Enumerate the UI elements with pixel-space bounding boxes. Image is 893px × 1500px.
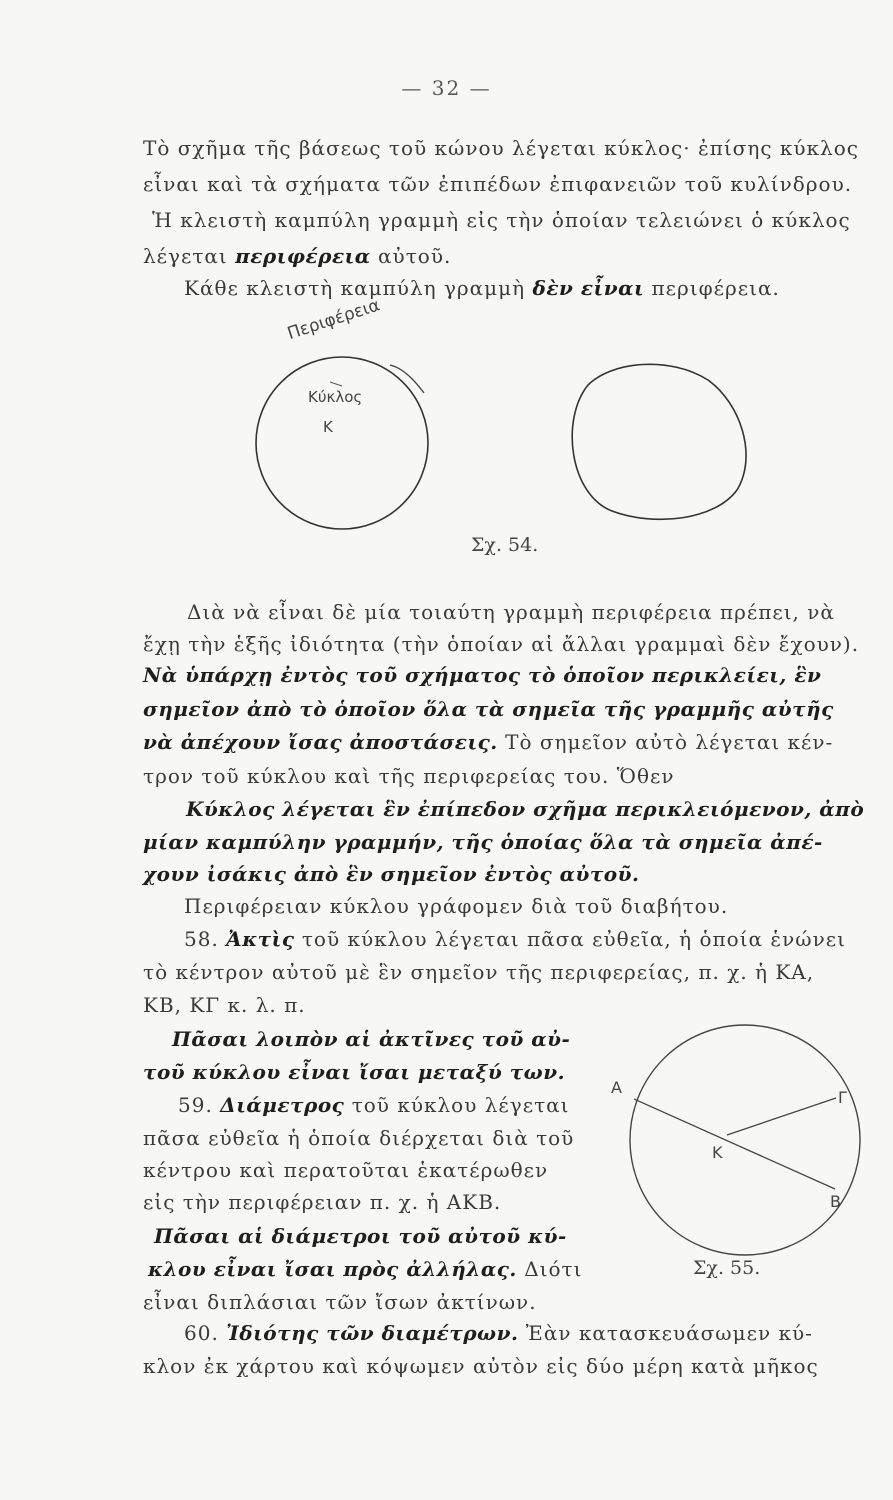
section-number: 59. (178, 1093, 213, 1117)
section59-line5: εἶναι διπλάσιαι τῶν ἴσων ἀκτίνων. (143, 1290, 537, 1314)
arrow-line (390, 365, 424, 393)
paragraph4: Περιφέρειαν κύκλου γράφομεν διὰ τοῦ διαβήτου. (184, 894, 729, 918)
text: Κάθε κλειστὴ καμπύλη γραμμὴ (184, 276, 526, 300)
caption-fig54: Σχ. 54. (471, 534, 539, 556)
section58-line2: τὸ κέντρον αὐτοῦ μὲ ἓν σημεῖον τῆς περιφερείας, π. χ. ἡ ΚΑ, (143, 960, 815, 984)
text: λέγεται (143, 244, 228, 268)
oval-curve (572, 364, 746, 519)
paragraph3-line4: σημεῖον ἀπὸ τὸ ὁποῖον ὅλα τὰ σημεῖα τῆς γραμμῆς αὐτῆς (143, 697, 834, 721)
section58-line1 (184, 927, 846, 951)
section59-line1 (178, 1093, 569, 1117)
diameter-AB (634, 1099, 835, 1189)
definition-line2: μίαν καμπύλην γραμμήν, τῆς ὁποίας ὅλα τὰ σημεῖα ἀπέ- (143, 830, 823, 854)
paragraph1-line3: Ἡ κλειστὴ καμπύλη γραμμὴ εἰς τὴν ὁποίαν τελειώνει ὁ κύκλος (152, 208, 851, 232)
text: Τὸ σημεῖον αὐτὸ λέγεται κέν- (505, 730, 834, 754)
paragraph3-line1: Διὰ νὰ εἶναι δὲ μία τοιαύτη γραμμὴ περιφέρεια πρέπει, νὰ (187, 600, 835, 624)
label-a: Α (611, 1078, 622, 1097)
definition-line1: Κύκλος λέγεται ἓν ἐπίπεδον σχῆμα περικλειόμενον, ἀπὸ (186, 797, 865, 821)
section-number: 58. (184, 927, 219, 951)
paragraph1-line1: Τὸ σχῆμα τῆς βάσεως τοῦ κώνου λέγεται κύκλος· ἐπίσης κύκλος (143, 136, 859, 160)
section58-line3: ΚΒ, ΚΓ κ. λ. π. (143, 993, 306, 1017)
section-title: Διάμετρος (220, 1093, 345, 1117)
label-circle: Κύκλος (308, 388, 363, 406)
section59-rule2 (148, 1257, 582, 1281)
figure-54 (256, 357, 746, 529)
section59-rule1: Πᾶσαι αἱ διάμετροι τοῦ αὐτοῦ κύ- (154, 1224, 567, 1248)
term-perimeter: περιφέρεια (235, 244, 371, 268)
circle-55 (630, 1025, 860, 1255)
section-title: Ἰδιότης τῶν διαμέτρων. (226, 1321, 519, 1345)
circle-figure (256, 357, 428, 529)
page-number: — 32 — (401, 76, 492, 100)
paragraph1-line2: εἶναι καὶ τὰ σχήματα τῶν ἐπιπέδων ἐπιφανειῶν τοῦ κυλίνδρου. (143, 172, 853, 196)
section60-line2: κλον ἐκ χάρτου καὶ κόψωμεν αὐτὸν εἰς δύο μέρη κατὰ μῆκος (143, 1354, 819, 1378)
label-k: Κ (712, 1143, 723, 1162)
emphasis: νὰ ἀπέχουν ἴσας ἀποστάσεις. (143, 730, 498, 754)
section58-rule2: τοῦ κύκλου εἶναι ἴσαι μεταξύ των. (143, 1060, 566, 1084)
figure-55 (630, 1025, 860, 1255)
rule-text: κλου εἶναι ἴσαι πρὸς ἀλλήλας. (148, 1257, 517, 1281)
section-number: 60. (184, 1321, 219, 1345)
text: τοῦ κύκλου λέγεται πᾶσα εὐθεῖα, ἡ ὁποία ἑνώνει (301, 927, 846, 951)
radius-KG (727, 1098, 836, 1135)
section59-line3: κέντρου καὶ περατοῦται ἑκατέρωθεν (143, 1158, 549, 1182)
section59-line2: πᾶσα εὐθεῖα ἡ ὁποία διέρχεται διὰ τοῦ (143, 1126, 575, 1150)
text: αὐτοῦ. (378, 244, 452, 268)
text: περιφέρεια. (651, 276, 780, 300)
section59-line4: εἰς τὴν περιφέρειαν π. χ. ἡ ΑΚΒ. (143, 1190, 502, 1214)
section58-rule1: Πᾶσαι λοιπὸν αἱ ἀκτῖνες τοῦ αὐ- (172, 1027, 571, 1051)
text: Ἐὰν κατασκευάσωμεν κύ- (525, 1321, 813, 1345)
text: τοῦ κύκλου λέγεται (351, 1093, 570, 1117)
label-center-k: Κ (323, 418, 333, 436)
paragraph3-line6: τρον τοῦ κύκλου καὶ τῆς περιφερείας του. Ὅθεν (143, 764, 675, 788)
paragraph3-line2: ἔχῃ τὴν ἑξῆς ἰδιότητα (τὴν ὁποίαν αἱ ἄλλαι γραμμαὶ δὲν ἔχουν). (143, 632, 860, 656)
section60-line1 (184, 1321, 813, 1345)
label-g: Γ (838, 1088, 847, 1107)
definition-line3: χουν ἰσάκις ἀπὸ ἓν σημεῖον ἐντὸς αὐτοῦ. (143, 862, 640, 886)
label-perimeter: Περιφέρεια (285, 295, 383, 345)
label-b: Β (830, 1192, 841, 1211)
paragraph3-line3: Νὰ ὑπάρχῃ ἐντὸς τοῦ σχήματος τὸ ὁποῖον περικλείει, ἓν (143, 663, 822, 687)
label-mark (330, 382, 342, 386)
paragraph3-line5 (143, 730, 833, 754)
section-title: Ἀκτὶς (226, 927, 295, 951)
text: Διότι (524, 1257, 583, 1281)
caption-fig55: Σχ. 55. (693, 1257, 761, 1279)
emphasis-not: δὲν εἶναι (532, 276, 645, 300)
